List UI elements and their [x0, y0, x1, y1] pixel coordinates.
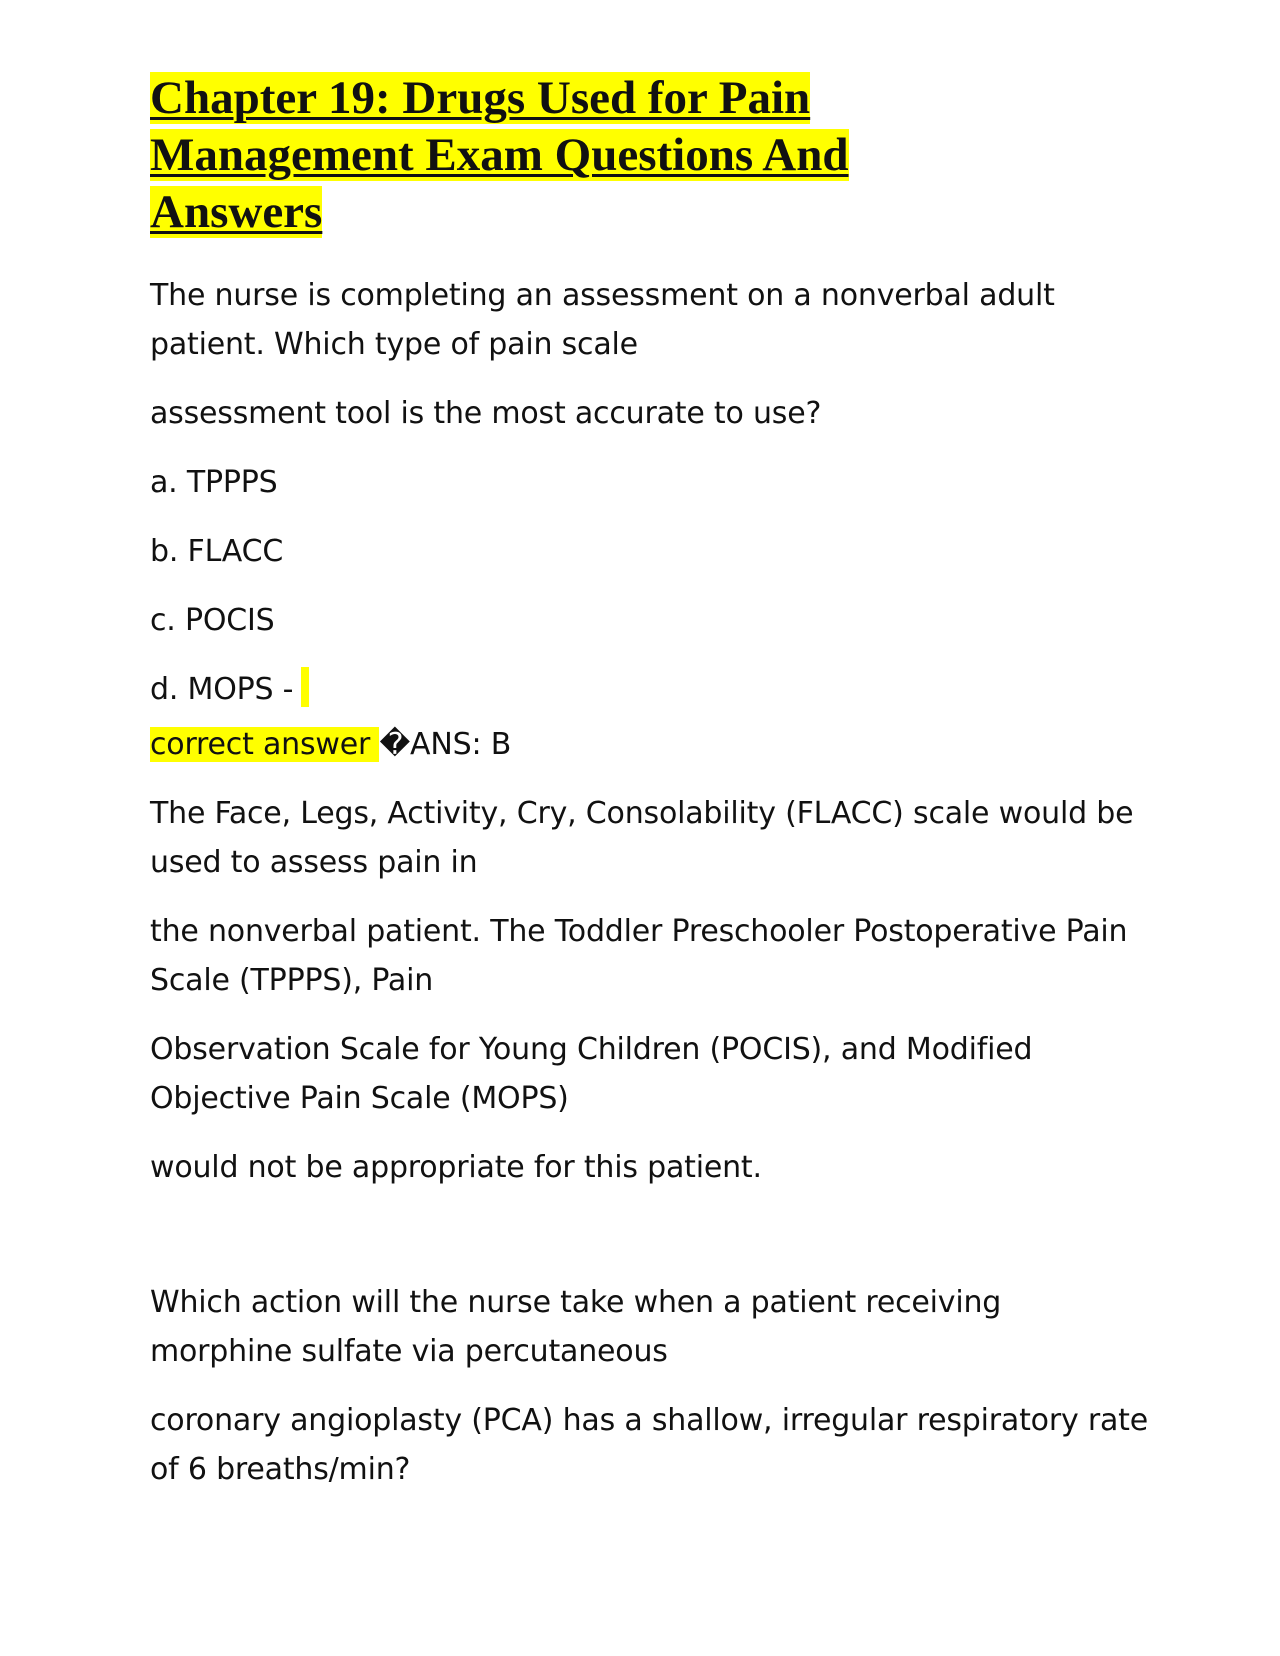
correct-answer-label: correct answer [150, 727, 380, 762]
rationale-line-1: The Face, Legs, Activity, Cry, Consolability (FLACC) scale would be used to assess pain in [150, 796, 1134, 880]
rationale-line-4: would not be appropriate for this patient. [150, 1150, 762, 1185]
answer-line [150, 720, 1150, 769]
document-page [150, 70, 1150, 1514]
option-a: a. TPPPS [150, 465, 278, 500]
question-2-stem-line-1: Which action will the nurse take when a patient receiving morphine sulfate via percutaneous [150, 1285, 1002, 1369]
answer-value: ANS: B [410, 727, 512, 762]
option-c: c. POCIS [150, 603, 275, 638]
rationale-line-3: Observation Scale for Young Children (POCIS), and Modified Objective Pain Scale (MOPS) [150, 1032, 1033, 1116]
option-d-text: d. MOPS - [150, 672, 294, 707]
title-text: Chapter 19: Drugs Used for Pain Management Exam Questions And Answers [150, 72, 849, 238]
question-1-stem-line-2: assessment tool is the most accurate to use? [150, 396, 822, 431]
option-b: b. FLACC [150, 534, 284, 569]
section-spacer [150, 1212, 1150, 1278]
highlight-marker [301, 667, 309, 707]
option-d [150, 665, 1150, 714]
question-2-stem-line-2: coronary angioplasty (PCA) has a shallow, irregular respiratory rate of 6 breaths/min? [150, 1403, 1148, 1487]
page-title [150, 70, 930, 241]
rationale-line-2: the nonverbal patient. The Toddler Preschooler Postoperative Pain Scale (TPPPS), Pain [150, 914, 1128, 998]
question-1-stem-line-1: The nurse is completing an assessment on a nonverbal adult patient. Which type of pain scale [150, 278, 1055, 362]
missing-glyph-icon: � [379, 727, 411, 762]
